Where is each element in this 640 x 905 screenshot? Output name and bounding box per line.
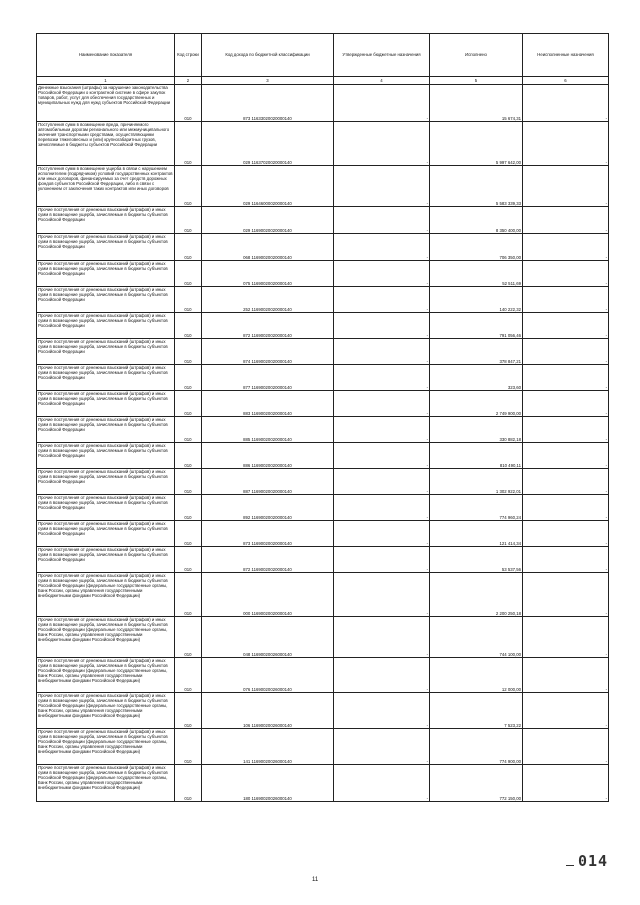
row-unexecuted: - (523, 417, 609, 443)
row-approved: - (334, 765, 430, 802)
row-unexecuted: - (523, 469, 609, 495)
row-unexecuted: - (523, 617, 609, 658)
table-row (37, 339, 609, 365)
row-executed: 772 150,00 (430, 765, 523, 802)
header-line-code: Код строки (175, 34, 202, 77)
column-number: 3 (202, 77, 334, 85)
table-row (37, 617, 609, 658)
table-row (37, 547, 609, 573)
row-executed: 323,60 (430, 365, 523, 391)
table-row (37, 765, 609, 802)
table-row (37, 521, 609, 547)
row-indicator-name: Прочие поступления от денежных взысканий (штрафов) и иных сумм в возмещение ущерба, зачисляемые в бюджеты субъектов Российской Федерации (37, 391, 175, 417)
row-line-code: 010 (175, 765, 202, 802)
row-indicator-name: Прочие поступления от денежных взысканий (штрафов) и иных сумм в возмещение ущерба, зачисляемые в бюджеты субъектов Российской Федерации (37, 469, 175, 495)
row-approved: - (334, 339, 430, 365)
row-income-code: 885 11690020020000140 (202, 417, 334, 443)
row-indicator-name: Прочие поступления от денежных взысканий (штрафов) и иных сумм в возмещение ущерба, зачисляемые в бюджеты субъектов Российской Федерации (федеральные государственные органы, Банк России, органы управления государственными внебюджетными фондами Российской Федерации) (37, 658, 175, 693)
row-indicator-name: Прочие поступления от денежных взысканий (штрафов) и иных сумм в возмещение ущерба, зачисляемые в бюджеты субъектов Российской Федерации (федеральные государственные органы, Банк России, органы управления государственными внебюджетными фондами Российской Федерации) (37, 573, 175, 617)
row-executed: 12 000,00 (430, 658, 523, 693)
row-executed: 744 100,00 (430, 617, 523, 658)
row-executed: 2 200 250,18 (430, 573, 523, 617)
row-unexecuted: - (523, 573, 609, 617)
row-approved: - (334, 658, 430, 693)
row-unexecuted: - (523, 166, 609, 207)
row-indicator-name: Денежные взыскания (штрафы) за нарушение законодательства Российской Федерации о контрактной системе в сфере закупок товаров, работ, услуг для обеспечения государственных и муниципальных нужд для нужд субъектов Российской Федерации (37, 85, 175, 122)
row-approved: - (334, 469, 430, 495)
row-line-code: 010 (175, 85, 202, 122)
row-line-code: 010 (175, 261, 202, 287)
row-executed: 774 960,24 (430, 495, 523, 521)
row-unexecuted: - (523, 339, 609, 365)
row-indicator-name: Прочие поступления от денежных взысканий (штрафов) и иных сумм в возмещение ущерба, зачисляемые в бюджеты субъектов Российской Федерации (37, 207, 175, 234)
row-income-code: 029 11646000020000140 (202, 166, 334, 207)
row-indicator-name: Поступления сумм в возмещение ущерба в связи с нарушением исполнителем (подрядчиком) условий государственных контрактов или иных договоров, финансируемых за счет средств дорожных фондов субъектов Российской Федерации, либо в связи с уклонением от заключения таких контрактов или иных договоров (37, 166, 175, 207)
row-line-code: 010 (175, 443, 202, 469)
header-executed: Исполнено (430, 34, 523, 77)
row-approved: - (334, 122, 430, 166)
row-executed: 706 350,00 (430, 234, 523, 261)
row-line-code: 010 (175, 469, 202, 495)
row-unexecuted: - (523, 547, 609, 573)
table-header-row (37, 34, 609, 77)
row-income-code: 068 11690020020000140 (202, 234, 334, 261)
column-number-row (37, 77, 609, 85)
table-row (37, 261, 609, 287)
header-approved: Утвержденные бюджетные назначения (334, 34, 430, 77)
row-line-code: 010 (175, 391, 202, 417)
column-number: 2 (175, 77, 202, 85)
row-income-code: 874 11690020020000140 (202, 339, 334, 365)
table-row (37, 469, 609, 495)
row-executed: 53 537,56 (430, 547, 523, 573)
row-unexecuted: - (523, 122, 609, 166)
row-approved: - (334, 365, 430, 391)
table-body (37, 85, 609, 802)
row-income-code: 872 11690020020000140 (202, 547, 334, 573)
row-line-code: 010 (175, 658, 202, 693)
row-indicator-name: Прочие поступления от денежных взысканий (штрафов) и иных сумм в возмещение ущерба, зачисляемые в бюджеты субъектов Российской Федерации (37, 495, 175, 521)
row-unexecuted: - (523, 765, 609, 802)
row-income-code: 048 11690020026000140 (202, 617, 334, 658)
table-row (37, 122, 609, 166)
row-unexecuted: - (523, 365, 609, 391)
row-approved: - (334, 85, 430, 122)
handwritten-sheet-number: 014 (578, 852, 609, 870)
column-number: 4 (334, 77, 430, 85)
row-indicator-name: Прочие поступления от денежных взысканий (штрафов) и иных сумм в возмещение ущерба, зачисляемые в бюджеты субъектов Российской Федерации (37, 234, 175, 261)
row-line-code: 010 (175, 207, 202, 234)
row-indicator-name: Прочие поступления от денежных взысканий (штрафов) и иных сумм в возмещение ущерба, зачисляемые в бюджеты субъектов Российской Федерации (федеральные государственные органы, Банк России, органы управления государственными внебюджетными фондами Российской Федерации) (37, 693, 175, 729)
row-indicator-name: Прочие поступления от денежных взысканий (штрафов) и иных сумм в возмещение ущерба, зачисляемые в бюджеты субъектов Российской Федерации (37, 365, 175, 391)
row-indicator-name: Прочие поступления от денежных взысканий (штрафов) и иных сумм в возмещение ущерба, зачисляемые в бюджеты субъектов Российской Федерации (37, 417, 175, 443)
row-unexecuted: - (523, 313, 609, 339)
row-line-code: 010 (175, 547, 202, 573)
table-row (37, 313, 609, 339)
header-indicator-name: Наименование показателя (37, 34, 175, 77)
row-unexecuted: - (523, 261, 609, 287)
row-executed: 15 674,31 (430, 85, 523, 122)
table-row (37, 85, 609, 122)
row-line-code: 010 (175, 234, 202, 261)
budget-execution-table (36, 33, 609, 802)
row-approved: - (334, 693, 430, 729)
row-income-code: 180 11690020026000140 (202, 765, 334, 802)
row-unexecuted: - (523, 729, 609, 765)
row-indicator-name: Прочие поступления от денежных взысканий (штрафов) и иных сумм в возмещение ущерба, зачисляемые в бюджеты субъектов Российской Федерации (федеральные государственные органы, Банк России, органы управления государственными внебюджетными фондами Российской Федерации) (37, 617, 175, 658)
column-number: 5 (430, 77, 523, 85)
table-row (37, 287, 609, 313)
row-unexecuted: - (523, 521, 609, 547)
row-approved: - (334, 207, 430, 234)
row-unexecuted: - (523, 443, 609, 469)
row-line-code: 010 (175, 287, 202, 313)
row-indicator-name: Поступления сумм в возмещение вреда, причиняемого автомобильным дорогам регионального или межмуниципального значения транспортными средствами, осуществляющими перевозки тяжеловесных и (или) крупногабаритных грузов, зачисляемые в бюджеты субъектов Российской Федерации (37, 122, 175, 166)
row-executed: 774 900,00 (430, 729, 523, 765)
table-row (37, 658, 609, 693)
column-number: 6 (523, 77, 609, 85)
row-line-code: 010 (175, 729, 202, 765)
table-row (37, 729, 609, 765)
table-row (37, 693, 609, 729)
row-executed: 8 350 400,00 (430, 207, 523, 234)
row-income-code: 872 11690020020000140 (202, 313, 334, 339)
row-unexecuted: - (523, 495, 609, 521)
row-unexecuted: - (523, 85, 609, 122)
row-line-code: 010 (175, 495, 202, 521)
row-indicator-name: Прочие поступления от денежных взысканий (штрафов) и иных сумм в возмещение ущерба, зачисляемые в бюджеты субъектов Российской Федерации (федеральные государственные органы, Банк России, органы управления государственными внебюджетными фондами Российской Федерации) (37, 765, 175, 802)
row-line-code: 010 (175, 166, 202, 207)
row-income-code: 892 11690020020000140 (202, 495, 334, 521)
row-line-code: 010 (175, 521, 202, 547)
row-line-code: 010 (175, 617, 202, 658)
table-row (37, 443, 609, 469)
row-line-code: 010 (175, 122, 202, 166)
row-approved: - (334, 573, 430, 617)
row-line-code: 010 (175, 339, 202, 365)
row-indicator-name: Прочие поступления от денежных взысканий (штрафов) и иных сумм в возмещение ущерба, зачисляемые в бюджеты субъектов Российской Федерации (37, 443, 175, 469)
row-approved: - (334, 443, 430, 469)
header-income-code: Код дохода по бюджетной классификации (202, 34, 334, 77)
row-indicator-name: Прочие поступления от денежных взысканий (штрафов) и иных сумм в возмещение ущерба, зачисляемые в бюджеты субъектов Российской Федерации (37, 287, 175, 313)
row-executed: 378 847,21 (430, 339, 523, 365)
row-income-code: 252 11690020020000140 (202, 287, 334, 313)
row-income-code: 075 11690020020000140 (202, 261, 334, 287)
row-executed: 2 749 900,00 (430, 391, 523, 417)
row-approved: - (334, 391, 430, 417)
table-row (37, 207, 609, 234)
table-row (37, 573, 609, 617)
row-approved: - (334, 313, 430, 339)
row-indicator-name: Прочие поступления от денежных взысканий (штрафов) и иных сумм в возмещение ущерба, зачисляемые в бюджеты субъектов Российской Федерации (37, 521, 175, 547)
header-unexecuted: Неисполненные назначения (523, 34, 609, 77)
row-approved: - (334, 521, 430, 547)
row-line-code: 010 (175, 365, 202, 391)
table-row (37, 365, 609, 391)
row-unexecuted: - (523, 287, 609, 313)
row-line-code: 010 (175, 417, 202, 443)
row-income-code: 873 11690020020000140 (202, 521, 334, 547)
row-indicator-name: Прочие поступления от денежных взысканий (штрафов) и иных сумм в возмещение ущерба, зачисляемые в бюджеты субъектов Российской Федерации (37, 547, 175, 573)
row-unexecuted: - (523, 391, 609, 417)
row-indicator-name: Прочие поступления от денежных взысканий (штрафов) и иных сумм в возмещение ущерба, зачисляемые в бюджеты субъектов Российской Федерации (федеральные государственные органы, Банк России, органы управления государственными внебюджетными фондами Российской Федерации) (37, 729, 175, 765)
row-income-code: 029 11637020020000140 (202, 122, 334, 166)
row-unexecuted: - (523, 658, 609, 693)
page-number: 11 (312, 877, 319, 883)
row-unexecuted: - (523, 207, 609, 234)
row-line-code: 010 (175, 693, 202, 729)
row-income-code: 883 11690020020000140 (202, 391, 334, 417)
row-unexecuted: - (523, 234, 609, 261)
column-number: 1 (37, 77, 175, 85)
row-income-code: 873 11633020020000140 (202, 85, 334, 122)
row-line-code: 010 (175, 573, 202, 617)
row-executed: 1 302 922,01 (430, 469, 523, 495)
row-executed: 140 222,32 (430, 287, 523, 313)
row-executed: 5 583 339,33 (430, 166, 523, 207)
table-row (37, 391, 609, 417)
row-executed: 121 414,34 (430, 521, 523, 547)
row-approved: - (334, 729, 430, 765)
row-line-code: 010 (175, 313, 202, 339)
row-executed: 330 882,18 (430, 417, 523, 443)
row-income-code: 141 11690020026000140 (202, 729, 334, 765)
row-executed: 810 490,11 (430, 443, 523, 469)
row-approved: - (334, 287, 430, 313)
table-row (37, 234, 609, 261)
table-row (37, 495, 609, 521)
row-income-code: 106 11690020026000140 (202, 693, 334, 729)
row-approved: - (334, 617, 430, 658)
row-income-code: 076 11690020026000140 (202, 658, 334, 693)
row-unexecuted: - (523, 693, 609, 729)
row-approved: - (334, 261, 430, 287)
row-executed: 791 056,46 (430, 313, 523, 339)
row-income-code: 877 11690020020000140 (202, 365, 334, 391)
row-income-code: 887 11690020020000140 (202, 469, 334, 495)
row-approved: - (334, 417, 430, 443)
row-income-code: 886 11690020020000140 (202, 443, 334, 469)
row-indicator-name: Прочие поступления от денежных взысканий (штрафов) и иных сумм в возмещение ущерба, зачисляемые в бюджеты субъектов Российской Федерации (37, 313, 175, 339)
row-indicator-name: Прочие поступления от денежных взысканий (штрафов) и иных сумм в возмещение ущерба, зачисляемые в бюджеты субъектов Российской Федерации (37, 261, 175, 287)
row-executed: 7 523,22 (430, 693, 523, 729)
row-indicator-name: Прочие поступления от денежных взысканий (штрафов) и иных сумм в возмещение ущерба, зачисляемые в бюджеты субъектов Российской Федерации (37, 339, 175, 365)
row-executed: 52 511,69 (430, 261, 523, 287)
row-income-code: 000 11690020020000140 (202, 573, 334, 617)
row-approved: - (334, 166, 430, 207)
table-row (37, 166, 609, 207)
table-row (37, 417, 609, 443)
stamp-dash (566, 865, 574, 866)
row-executed: 5 997 642,00 (430, 122, 523, 166)
row-approved: - (334, 495, 430, 521)
row-approved: - (334, 547, 430, 573)
row-income-code: 029 11690020020000140 (202, 207, 334, 234)
row-approved: - (334, 234, 430, 261)
